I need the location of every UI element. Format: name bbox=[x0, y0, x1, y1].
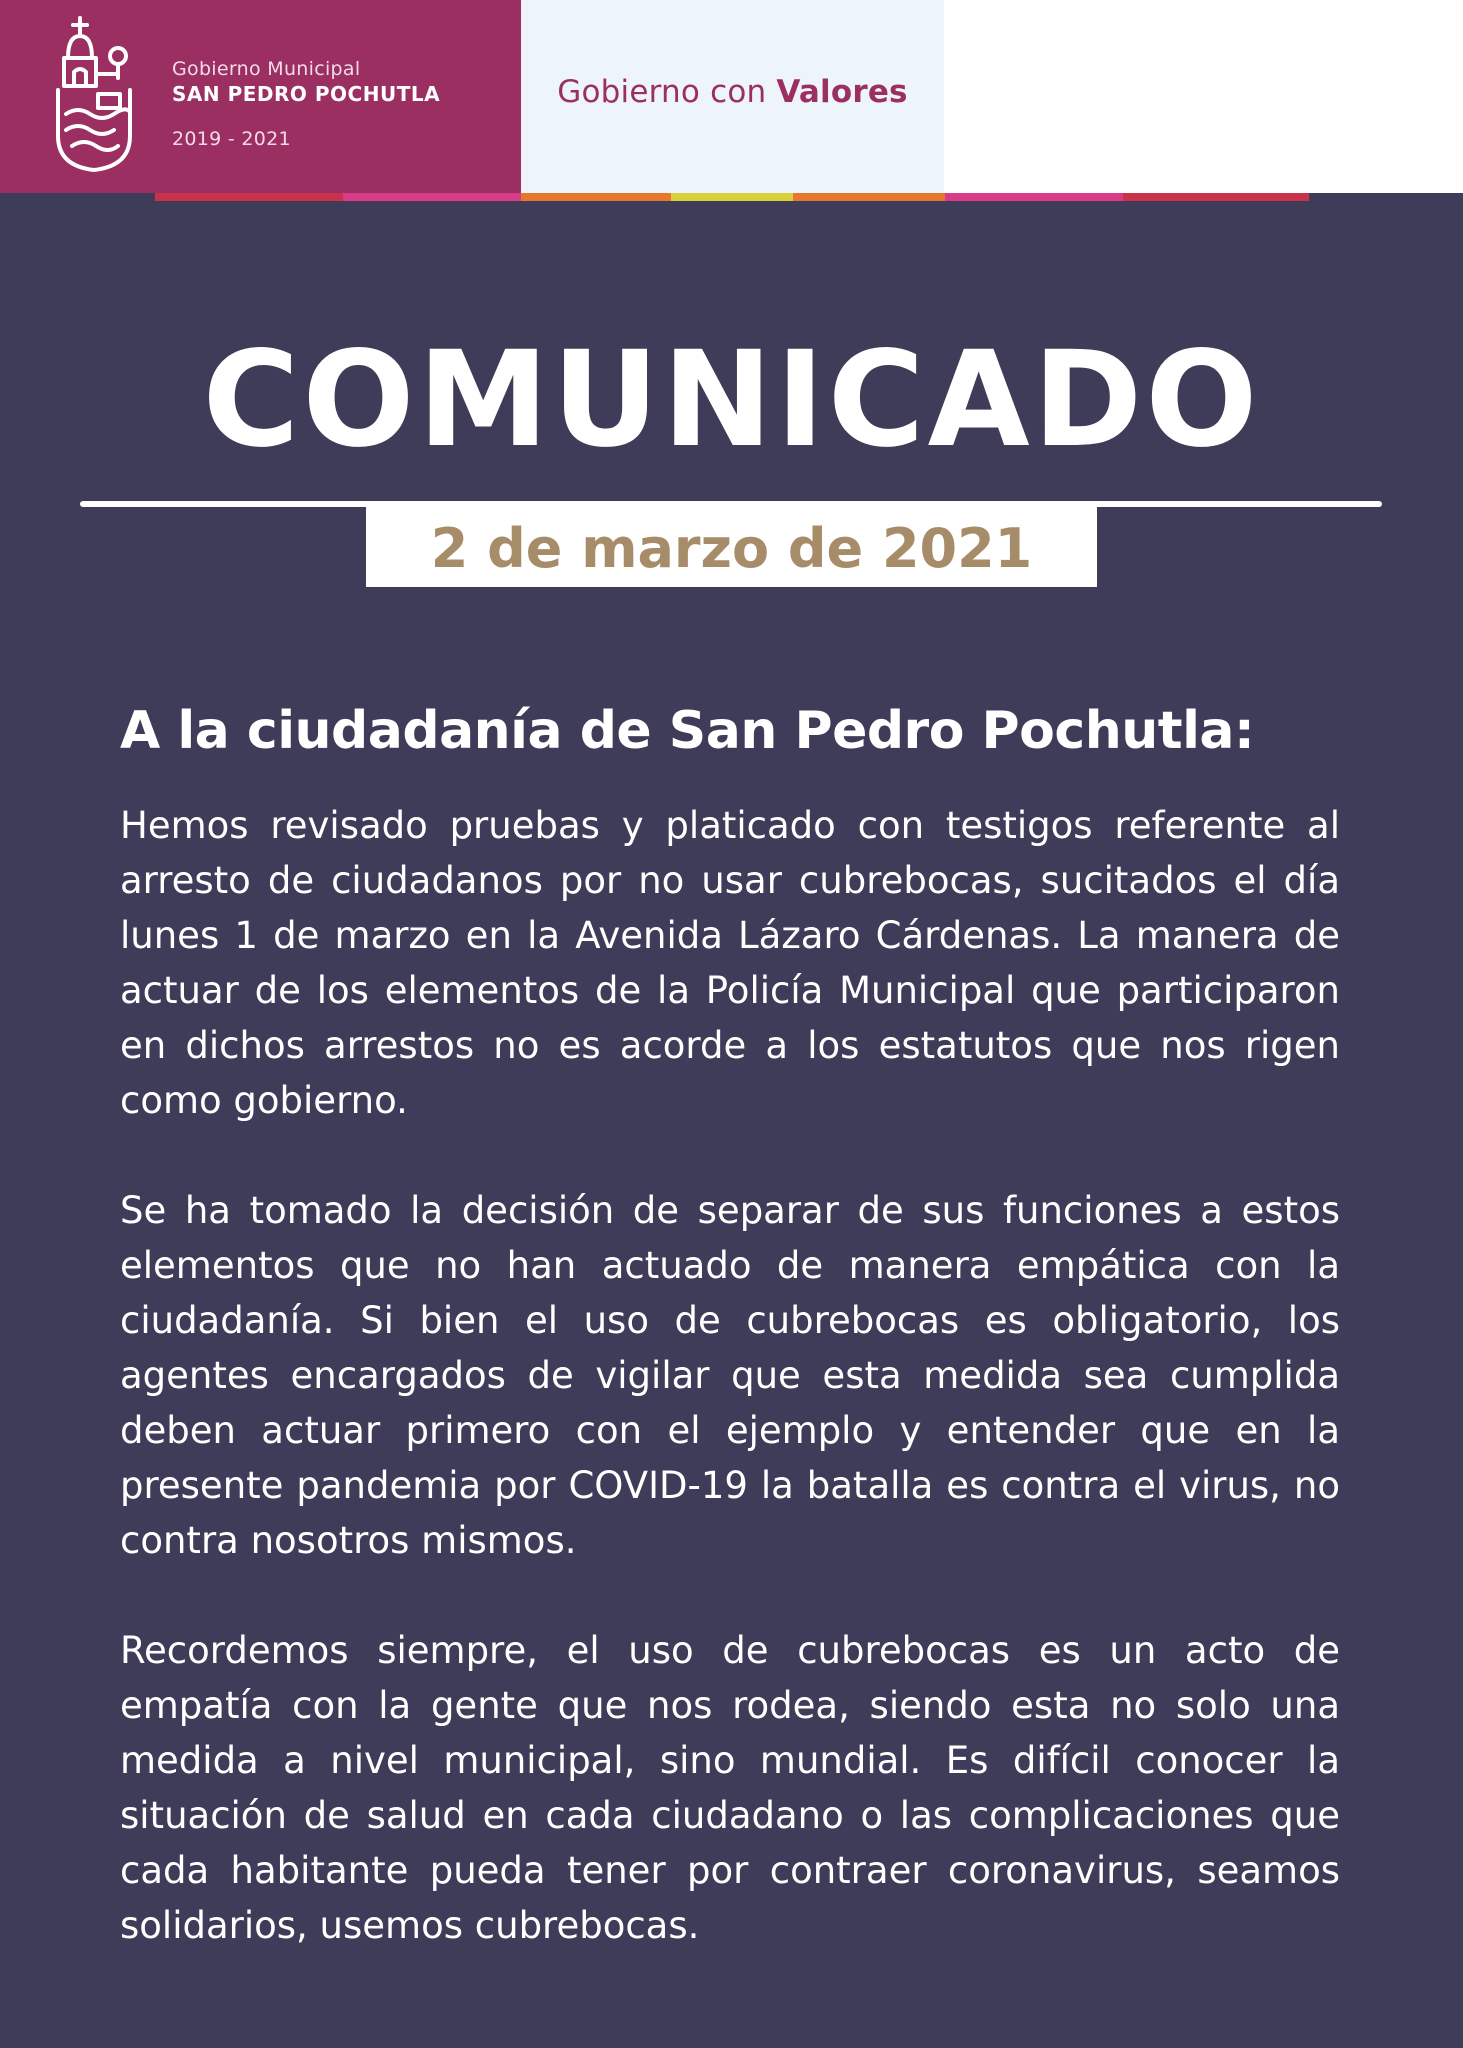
org-name: SAN PEDRO POCHUTLA bbox=[172, 82, 441, 106]
date-banner bbox=[366, 507, 1097, 587]
slogan-emphasis: Valores bbox=[776, 74, 908, 110]
municipal-identity-panel bbox=[0, 0, 521, 193]
stripe-segment bbox=[1123, 193, 1309, 201]
stripe-segment bbox=[1309, 193, 1463, 201]
stripe-segment bbox=[155, 193, 343, 201]
police-badge-panel bbox=[944, 0, 1463, 193]
org-term-years: 2019 - 2021 bbox=[172, 128, 291, 150]
stripe-segment bbox=[945, 193, 1123, 201]
page-title: COMUNICADO bbox=[202, 323, 1261, 477]
slogan bbox=[521, 74, 944, 110]
body-paragraph-3: Recordemos siempre, el uso de cubrebocas es un acto de empatía con la gente que nos rodea, siendo esta no solo una medida a nivel municipal, sino mundial. Es difícil conocer la situación de salud en cada ciudadano o las complicaciones que cada habitante pueda tener por contraer coronavirus, seamos solidarios, usemos cubrebocas. bbox=[120, 1629, 1340, 1947]
notice-date: 2 de marzo de 2021 bbox=[430, 517, 1033, 580]
stripe-segment bbox=[521, 193, 671, 201]
slogan-prefix: Gobierno con bbox=[557, 74, 777, 110]
municipal-crest-icon bbox=[52, 14, 136, 174]
color-stripe bbox=[0, 193, 1463, 201]
stripe-segment bbox=[671, 193, 793, 201]
body-paragraph-1: Hemos revisado pruebas y platicado con testigos referente al arresto de ciudadanos por no usar cubrebocas, sucitados el día lunes 1 de marzo en la Avenida Lázaro Cárdenas. La manera de actuar de los elementos de la Policía Municipal que participaron en dichos arrestos no es acorde a los estatutos que nos rigen como gobierno. bbox=[120, 804, 1340, 1122]
stripe-segment bbox=[793, 193, 945, 201]
body-paragraph-2: Se ha tomado la decisión de separar de sus funciones a estos elementos que no han actuado de manera empática con la ciudadanía. Si bien el uso de cubrebocas es obligatorio, los agentes encargados de vigilar que esta medida sea cumplida deben actuar primero con el ejemplo y entender que en la presente pandemia por COVID-19 la batalla es contra el virus, no contra nosotros mismos. bbox=[120, 1189, 1340, 1562]
slogan-panel bbox=[521, 0, 944, 193]
stripe-segment bbox=[0, 193, 155, 201]
salutation-heading: A la ciudadanía de San Pedro Pochutla: bbox=[120, 701, 1255, 761]
stripe-segment bbox=[343, 193, 521, 201]
header-band bbox=[0, 0, 1463, 193]
org-label: Gobierno Municipal bbox=[172, 58, 361, 80]
